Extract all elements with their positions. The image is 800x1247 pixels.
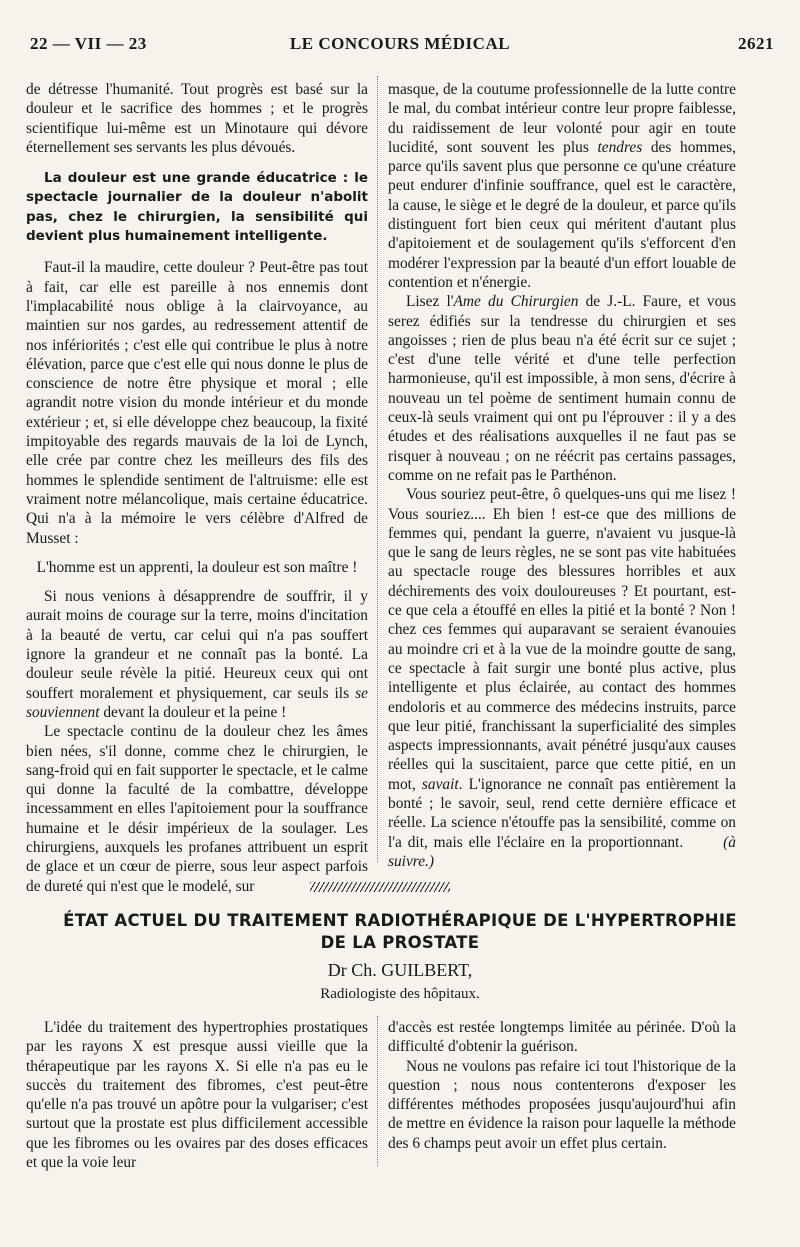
paragraph <box>26 587 368 722</box>
paragraph: Nous ne voulons pas refaire ici tout l'historique de la question ; nous nous contenterons d'exposer les différentes méthodes proposées jusqu'aujourd'hui afin de mettre en évidence la raison pour laquelle la méthode des 6 champs peut avoir un effet plus certain. <box>388 1057 736 1152</box>
text-run: des hommes, parce qu'ils savent plus que personne ce qu'une créature peut endurer d'infinie souffrance, quel est le caractère, la cause, le siège et le degré de la douleur, et parce qu'ils distinguent fort bien ceux qui méritent d'autant plus d'apitoiement et de soulagement qu'ils s'efforcent d'en modérer l'expression par la beauté d'un effort louable de contention et n'énergie. <box>388 138 737 291</box>
header-date: 22 — VII — 23 <box>30 34 147 53</box>
column-divider <box>377 1016 378 1166</box>
article2-column-left <box>26 1018 368 1172</box>
text-run: de J.-L. Faure, et vous serez édifiés sur la tendresse du chirurgien et ses angoisses ; rien de plus beau n'a été écrit sur ce sujet ; c'est d'une telle vérité et d'une telle perfection harmonieuse, qu'il est impossible, à mon sens, d'écrire à nouveau un tel poème de sentiment humain connu de ceux-là seuls vraiment qui ont pu l'éprouver : il y a des études et des réalisations auxquelles il ne faut pas se risquer à nouveau ; on ne réécrit pas certains passages, comme on ne refait pas le Parthénon. <box>388 293 736 484</box>
text-run: Vous souriez peut-être, ô quelques-uns qui me lisez ! Vous souriez.... Eh bien ! est-ce que des millions de femmes qui, pendant la guerre, n'avaient vu jusque-là que le sang de leurs règles, ne se sont pas vite habituées au spectacle rouge des blessures horribles et aux déchirements des voix douloureuses ? Et pourtant, est-ce que cela a étouffé en elles la pitié et la bonté ? Non ! chez ces femmes qui auparavant se seraient évanouies au moindre cri et à la vue de la moindre goutte de sang, ce spectacle à fait surgir une bonté plus active, plus intelligente et plus éclairée, au contact des hommes endoloris et au commerce des médecins instruits, parce que leur pitié, franchissant la superficialité des simples aspects impressionnants, avait pénétré jusqu'aux causes réelles qui la suscitaient, parce que cette pitié, en un mot, <box>388 486 736 793</box>
article1-column-right <box>388 80 736 871</box>
paragraph <box>388 80 736 292</box>
page-number: 2621 <box>738 34 774 53</box>
title-line: ÉTAT ACTUEL DU TRAITEMENT RADIOTHÉRAPIQUE DE L'HYPERTROPHIE <box>63 911 737 930</box>
verse-quote: L'homme est un apprenti, la douleur est son maître ! <box>36 558 358 576</box>
article1-column-left <box>26 80 368 896</box>
text-run: . L'ignorance ne connaît pas entièrement la bonté ; le savoir, seul, rend cette dernière efficace et réelle. La science n'étouffe pas la sensibilité, comme on l'a dit, mais elle l'éclaire en la proportionnant. <box>388 775 737 851</box>
paragraph: Le spectacle continu de la douleur chez les âmes bien nées, s'il donne, comme chez le chirurgien, le sang-froid qui en fait supporter le spectacle, et le calme qui donne la faculté de la combattre, développe incessamment en elles l'apitoiement pour la souffrance humaine et le désir impérieux de la soulager. Les chirurgiens, auxquels les profanes attribuent un esprit de glace et un cœur de pierre, sous leur aspect parfois de dureté qui n'est que le modelé, sur <box>26 723 368 895</box>
emphasis: savait <box>421 775 459 793</box>
article2-column-right <box>388 1018 736 1153</box>
paragraph <box>388 485 736 871</box>
paragraph: de détresse l'humanité. Tout progrès est basé sur la douleur et le sacrifice des hommes ; et le progrès scientifique lui-même est un Minotaure qui dévore éternellement ses servants les plus dévoués. <box>26 81 368 156</box>
section-subheading: La douleur est une grande éducatrice : le spectacle journalier de la douleur n'abolit pas, chez le chirurgien, la sensibilité qui devient plus humainement intelligente. <box>26 170 368 245</box>
text-run: Si nous venions à désapprendre de souffrir, il y aurait moins de courage sur la terre, moins d'incitation à la beauté de vertu, car celui qui n'a pas souffert ignore la grandeur et ne connaît pas la bonté. La douleur seule révèle la pitié. Heureux ceux qui ont souffert moralement et physiquement, car seuls ils <box>26 588 368 702</box>
author-affiliation: Radiologiste des hôpitaux. <box>320 986 480 1002</box>
emphasis: Ame du Chirurgien <box>453 293 579 311</box>
emphasis: se souviennent <box>26 684 368 721</box>
page-header <box>26 30 774 60</box>
paragraph: d'accès est restée longtemps limitée au périnée. D'où la difficulté d'obtenir la guérison. <box>388 1019 736 1056</box>
emphasis: tendres <box>597 138 643 156</box>
article-author: Dr Ch. GUILBERT, <box>327 960 473 980</box>
article-title <box>40 910 760 954</box>
section-ornament <box>310 882 450 892</box>
title-line: DE LA PROSTATE <box>320 933 480 952</box>
paragraph <box>388 292 736 485</box>
text-run: devant la douleur et la peine ! <box>99 703 287 721</box>
paragraph: L'idée du traitement des hypertrophies prostatiques par les rayons X est presque aussi vieille que la thérapeutique par les rayons X. Si elle n'a pas eu le succès du traitement des fibromes, c'est peut-être qu'elle n'a pas trouvé un apôtre pour la vulgariser; c'est surtout que la prostate est plus difficilement accessible que les fibromes ou les ovaires par des doses efficaces et que la voie leur <box>26 1019 368 1172</box>
text-run: masque, de la coutume professionnelle de la lutte contre le mal, du combat intérieur contre leur propre faiblesse, du raidissement de leur volonté pour agir en toute lucidité, sont souvent les plus <box>388 81 736 156</box>
column-divider <box>377 76 378 862</box>
to-be-continued: (à suivre.) <box>388 833 736 870</box>
journal-title: LE CONCOURS MÉDICAL <box>289 34 511 53</box>
text-run: Lisez l' <box>406 293 454 311</box>
paragraph: Faut-il la maudire, cette douleur ? Peut-être pas tout à fait, car elle est pareille à nos ennemis dont l'implacabilité nous oblige à la clairvoyance, au maintien sur nos gardes, au redressement attentif de nos infériorités ; c'est elle qui contribue le plus à notre élévation, parce que c'est elle qui nous donne le plus de conscience de notre être physique et moral ; elle agrandit notre vision du monde intérieur et du monde extérieur ; et, si elle développe chez beaucoup, la fixité impitoyable des regards mauvais de la loi de Lynch, elle crée par contre chez les meilleurs des fils des hommes le splendide sentiment de l'altruisme: elle est vraiment notre mélancolique, mais certaine éducatrice. Qui n'a à la mémoire le vers célèbre d'Alfred de Musset : <box>26 259 368 547</box>
